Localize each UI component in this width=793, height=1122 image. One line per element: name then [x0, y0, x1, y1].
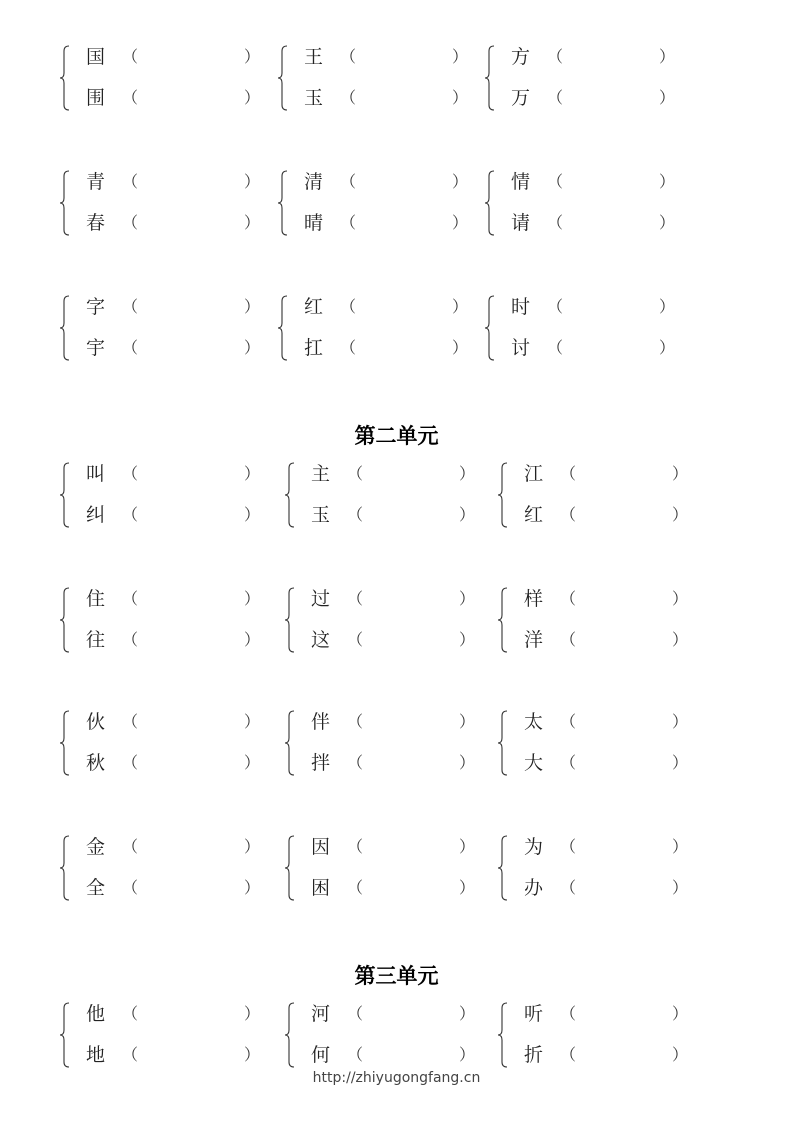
character-pair-group [285, 1000, 485, 1072]
answer-blank-open-paren[interactable]: （ [547, 88, 564, 107]
answer-blank-open-paren[interactable]: （ [560, 1045, 577, 1064]
answer-blank-close-paren[interactable]: ） [672, 464, 689, 483]
answer-blank-close-paren[interactable]: ） [244, 589, 261, 608]
curly-brace-icon [498, 1002, 508, 1068]
character: 他 [86, 1003, 106, 1025]
answer-blank-close-paren[interactable]: ） [672, 753, 689, 772]
character: 请 [511, 212, 531, 234]
answer-blank-open-paren[interactable]: （ [547, 297, 564, 316]
curly-brace-icon [278, 295, 288, 361]
answer-blank-close-paren[interactable]: ） [659, 47, 676, 66]
character: 红 [304, 296, 324, 318]
answer-blank-open-paren[interactable]: （ [560, 505, 577, 524]
character: 玉 [304, 87, 324, 109]
answer-blank-close-paren[interactable]: ） [244, 878, 261, 897]
character-pair-group [498, 708, 698, 780]
curly-brace-icon [60, 170, 70, 236]
unit-heading: 第三单元 [354, 964, 439, 988]
answer-blank-open-paren[interactable]: （ [560, 1004, 577, 1023]
answer-blank-close-paren[interactable]: ） [244, 837, 261, 856]
answer-blank-open-paren[interactable]: （ [560, 464, 577, 483]
answer-blank-close-paren[interactable]: ） [244, 338, 261, 357]
character: 万 [511, 87, 531, 109]
answer-blank-close-paren[interactable]: ） [459, 837, 476, 856]
unit-heading: 第二单元 [354, 424, 439, 448]
answer-blank-open-paren[interactable]: （ [347, 837, 364, 856]
answer-blank-close-paren[interactable]: ） [659, 338, 676, 357]
character-pair-group [285, 460, 485, 532]
character: 因 [311, 836, 331, 858]
answer-blank-open-paren[interactable]: （ [340, 213, 357, 232]
curly-brace-icon [498, 710, 508, 776]
answer-blank-open-paren[interactable]: （ [547, 338, 564, 357]
character: 主 [311, 463, 331, 485]
character-pair-group [278, 168, 478, 240]
character-pair-group [498, 1000, 698, 1072]
answer-blank-open-paren[interactable]: （ [122, 88, 139, 107]
footer-url: http://zhiyugongfang.cn [312, 1070, 481, 1086]
character-pair-group [278, 43, 478, 115]
answer-blank-open-paren[interactable]: （ [122, 878, 139, 897]
answer-blank-open-paren[interactable]: （ [347, 878, 364, 897]
answer-blank-open-paren[interactable]: （ [347, 464, 364, 483]
answer-blank-close-paren[interactable]: ） [244, 172, 261, 191]
character: 情 [511, 171, 531, 193]
answer-blank-close-paren[interactable]: ） [672, 712, 689, 731]
answer-blank-open-paren[interactable]: （ [122, 213, 139, 232]
character: 围 [86, 87, 106, 109]
answer-blank-close-paren[interactable]: ） [452, 88, 469, 107]
answer-blank-open-paren[interactable]: （ [347, 505, 364, 524]
character: 往 [86, 629, 106, 651]
answer-blank-close-paren[interactable]: ） [459, 589, 476, 608]
answer-blank-close-paren[interactable]: ） [452, 213, 469, 232]
curly-brace-icon [60, 295, 70, 361]
answer-blank-open-paren[interactable]: （ [347, 1045, 364, 1064]
character-pair-group [485, 293, 685, 365]
character: 青 [86, 171, 106, 193]
answer-blank-open-paren[interactable]: （ [560, 712, 577, 731]
answer-blank-open-paren[interactable]: （ [122, 753, 139, 772]
curly-brace-icon [285, 835, 295, 901]
curly-brace-icon [285, 1002, 295, 1068]
answer-blank-open-paren[interactable]: （ [347, 753, 364, 772]
character-pair-group [285, 708, 485, 780]
answer-blank-close-paren[interactable]: ） [452, 338, 469, 357]
character-pair-group [60, 708, 260, 780]
answer-blank-close-paren[interactable]: ） [459, 712, 476, 731]
curly-brace-icon [278, 170, 288, 236]
character-pair-group [60, 460, 260, 532]
character-pair-group [60, 168, 260, 240]
answer-blank-close-paren[interactable]: ） [459, 878, 476, 897]
answer-blank-close-paren[interactable]: ） [672, 630, 689, 649]
character: 金 [86, 836, 106, 858]
character-pair-group [60, 585, 260, 657]
answer-blank-close-paren[interactable]: ） [672, 1004, 689, 1023]
answer-blank-open-paren[interactable]: （ [547, 47, 564, 66]
answer-blank-close-paren[interactable]: ） [672, 837, 689, 856]
character-pair-group [498, 585, 698, 657]
character: 讨 [511, 337, 531, 359]
answer-blank-open-paren[interactable]: （ [340, 88, 357, 107]
character: 王 [304, 46, 324, 68]
character: 拌 [311, 752, 331, 774]
character: 秋 [86, 752, 106, 774]
character: 扛 [304, 337, 324, 359]
curly-brace-icon [485, 295, 495, 361]
answer-blank-close-paren[interactable]: ） [452, 47, 469, 66]
character: 叫 [86, 463, 106, 485]
character: 洋 [524, 629, 544, 651]
answer-blank-close-paren[interactable]: ） [459, 464, 476, 483]
character: 方 [511, 46, 531, 68]
answer-blank-open-paren[interactable]: （ [347, 630, 364, 649]
character: 字 [86, 296, 106, 318]
character: 这 [311, 629, 331, 651]
answer-blank-open-paren[interactable]: （ [122, 297, 139, 316]
answer-blank-close-paren[interactable]: ） [459, 1045, 476, 1064]
character: 伙 [86, 711, 106, 733]
character-pair-group [285, 585, 485, 657]
answer-blank-close-paren[interactable]: ） [244, 297, 261, 316]
character: 听 [524, 1003, 544, 1025]
answer-blank-close-paren[interactable]: ） [672, 878, 689, 897]
character: 样 [524, 588, 544, 610]
answer-blank-close-paren[interactable]: ） [244, 1004, 261, 1023]
character: 玉 [311, 504, 331, 526]
answer-blank-open-paren[interactable]: （ [340, 297, 357, 316]
answer-blank-open-paren[interactable]: （ [122, 630, 139, 649]
answer-blank-close-paren[interactable]: ） [244, 88, 261, 107]
character: 何 [311, 1044, 331, 1066]
character: 春 [86, 212, 106, 234]
character: 办 [524, 877, 544, 899]
character-pair-group [60, 293, 260, 365]
curly-brace-icon [285, 462, 295, 528]
answer-blank-close-paren[interactable]: ） [244, 712, 261, 731]
curly-brace-icon [60, 835, 70, 901]
answer-blank-close-paren[interactable]: ） [452, 172, 469, 191]
character: 困 [311, 877, 331, 899]
curly-brace-icon [285, 710, 295, 776]
answer-blank-close-paren[interactable]: ） [244, 630, 261, 649]
answer-blank-close-paren[interactable]: ） [459, 1004, 476, 1023]
answer-blank-open-paren[interactable]: （ [122, 712, 139, 731]
character-pair-group [485, 168, 685, 240]
character-pair-group [498, 460, 698, 532]
answer-blank-close-paren[interactable]: ） [459, 505, 476, 524]
answer-blank-open-paren[interactable]: （ [347, 589, 364, 608]
character: 清 [304, 171, 324, 193]
answer-blank-open-paren[interactable]: （ [340, 338, 357, 357]
answer-blank-open-paren[interactable]: （ [122, 172, 139, 191]
curly-brace-icon [278, 45, 288, 111]
curly-brace-icon [60, 45, 70, 111]
curly-brace-icon [60, 1002, 70, 1068]
character-pair-group [485, 43, 685, 115]
curly-brace-icon [485, 170, 495, 236]
answer-blank-close-paren[interactable]: ） [244, 213, 261, 232]
answer-blank-open-paren[interactable]: （ [122, 47, 139, 66]
answer-blank-open-paren[interactable]: （ [347, 1004, 364, 1023]
character: 国 [86, 46, 106, 68]
answer-blank-open-paren[interactable]: （ [347, 712, 364, 731]
answer-blank-open-paren[interactable]: （ [547, 172, 564, 191]
character: 过 [311, 588, 331, 610]
answer-blank-close-paren[interactable]: ） [244, 464, 261, 483]
character: 时 [511, 296, 531, 318]
answer-blank-close-paren[interactable]: ） [672, 1045, 689, 1064]
curly-brace-icon [60, 462, 70, 528]
answer-blank-close-paren[interactable]: ） [672, 589, 689, 608]
curly-brace-icon [60, 710, 70, 776]
curly-brace-icon [60, 587, 70, 653]
answer-blank-open-paren[interactable]: （ [122, 1004, 139, 1023]
answer-blank-open-paren[interactable]: （ [560, 630, 577, 649]
answer-blank-close-paren[interactable]: ） [659, 297, 676, 316]
curly-brace-icon [285, 587, 295, 653]
answer-blank-open-paren[interactable]: （ [122, 837, 139, 856]
answer-blank-open-paren[interactable]: （ [560, 878, 577, 897]
answer-blank-open-paren[interactable]: （ [122, 505, 139, 524]
character-pair-group [498, 833, 698, 905]
answer-blank-open-paren[interactable]: （ [560, 837, 577, 856]
answer-blank-close-paren[interactable]: ） [659, 213, 676, 232]
answer-blank-open-paren[interactable]: （ [122, 1045, 139, 1064]
character: 纠 [86, 504, 106, 526]
answer-blank-open-paren[interactable]: （ [547, 213, 564, 232]
answer-blank-close-paren[interactable]: ） [459, 753, 476, 772]
answer-blank-close-paren[interactable]: ） [672, 505, 689, 524]
answer-blank-close-paren[interactable]: ） [459, 630, 476, 649]
answer-blank-close-paren[interactable]: ） [452, 297, 469, 316]
character: 大 [524, 752, 544, 774]
character: 江 [524, 463, 544, 485]
answer-blank-close-paren[interactable]: ） [244, 505, 261, 524]
character-pair-group [60, 1000, 260, 1072]
character-pair-group [60, 43, 260, 115]
character: 晴 [304, 212, 324, 234]
answer-blank-open-paren[interactable]: （ [122, 464, 139, 483]
answer-blank-close-paren[interactable]: ） [244, 47, 261, 66]
answer-blank-open-paren[interactable]: （ [122, 589, 139, 608]
character: 折 [524, 1044, 544, 1066]
answer-blank-close-paren[interactable]: ） [244, 753, 261, 772]
curly-brace-icon [498, 587, 508, 653]
answer-blank-open-paren[interactable]: （ [340, 172, 357, 191]
answer-blank-close-paren[interactable]: ） [244, 1045, 261, 1064]
answer-blank-open-paren[interactable]: （ [560, 753, 577, 772]
character: 红 [524, 504, 544, 526]
answer-blank-close-paren[interactable]: ） [659, 88, 676, 107]
character-pair-group [285, 833, 485, 905]
character-pair-group [278, 293, 478, 365]
character: 全 [86, 877, 106, 899]
character: 为 [524, 836, 544, 858]
character: 宇 [86, 337, 106, 359]
character: 河 [311, 1003, 331, 1025]
character: 地 [86, 1044, 106, 1066]
answer-blank-open-paren[interactable]: （ [340, 47, 357, 66]
character-pair-group [60, 833, 260, 905]
character: 住 [86, 588, 106, 610]
answer-blank-open-paren[interactable]: （ [560, 589, 577, 608]
curly-brace-icon [498, 462, 508, 528]
character: 太 [524, 711, 544, 733]
curly-brace-icon [498, 835, 508, 901]
curly-brace-icon [485, 45, 495, 111]
character: 伴 [311, 711, 331, 733]
answer-blank-open-paren[interactable]: （ [122, 338, 139, 357]
answer-blank-close-paren[interactable]: ） [659, 172, 676, 191]
